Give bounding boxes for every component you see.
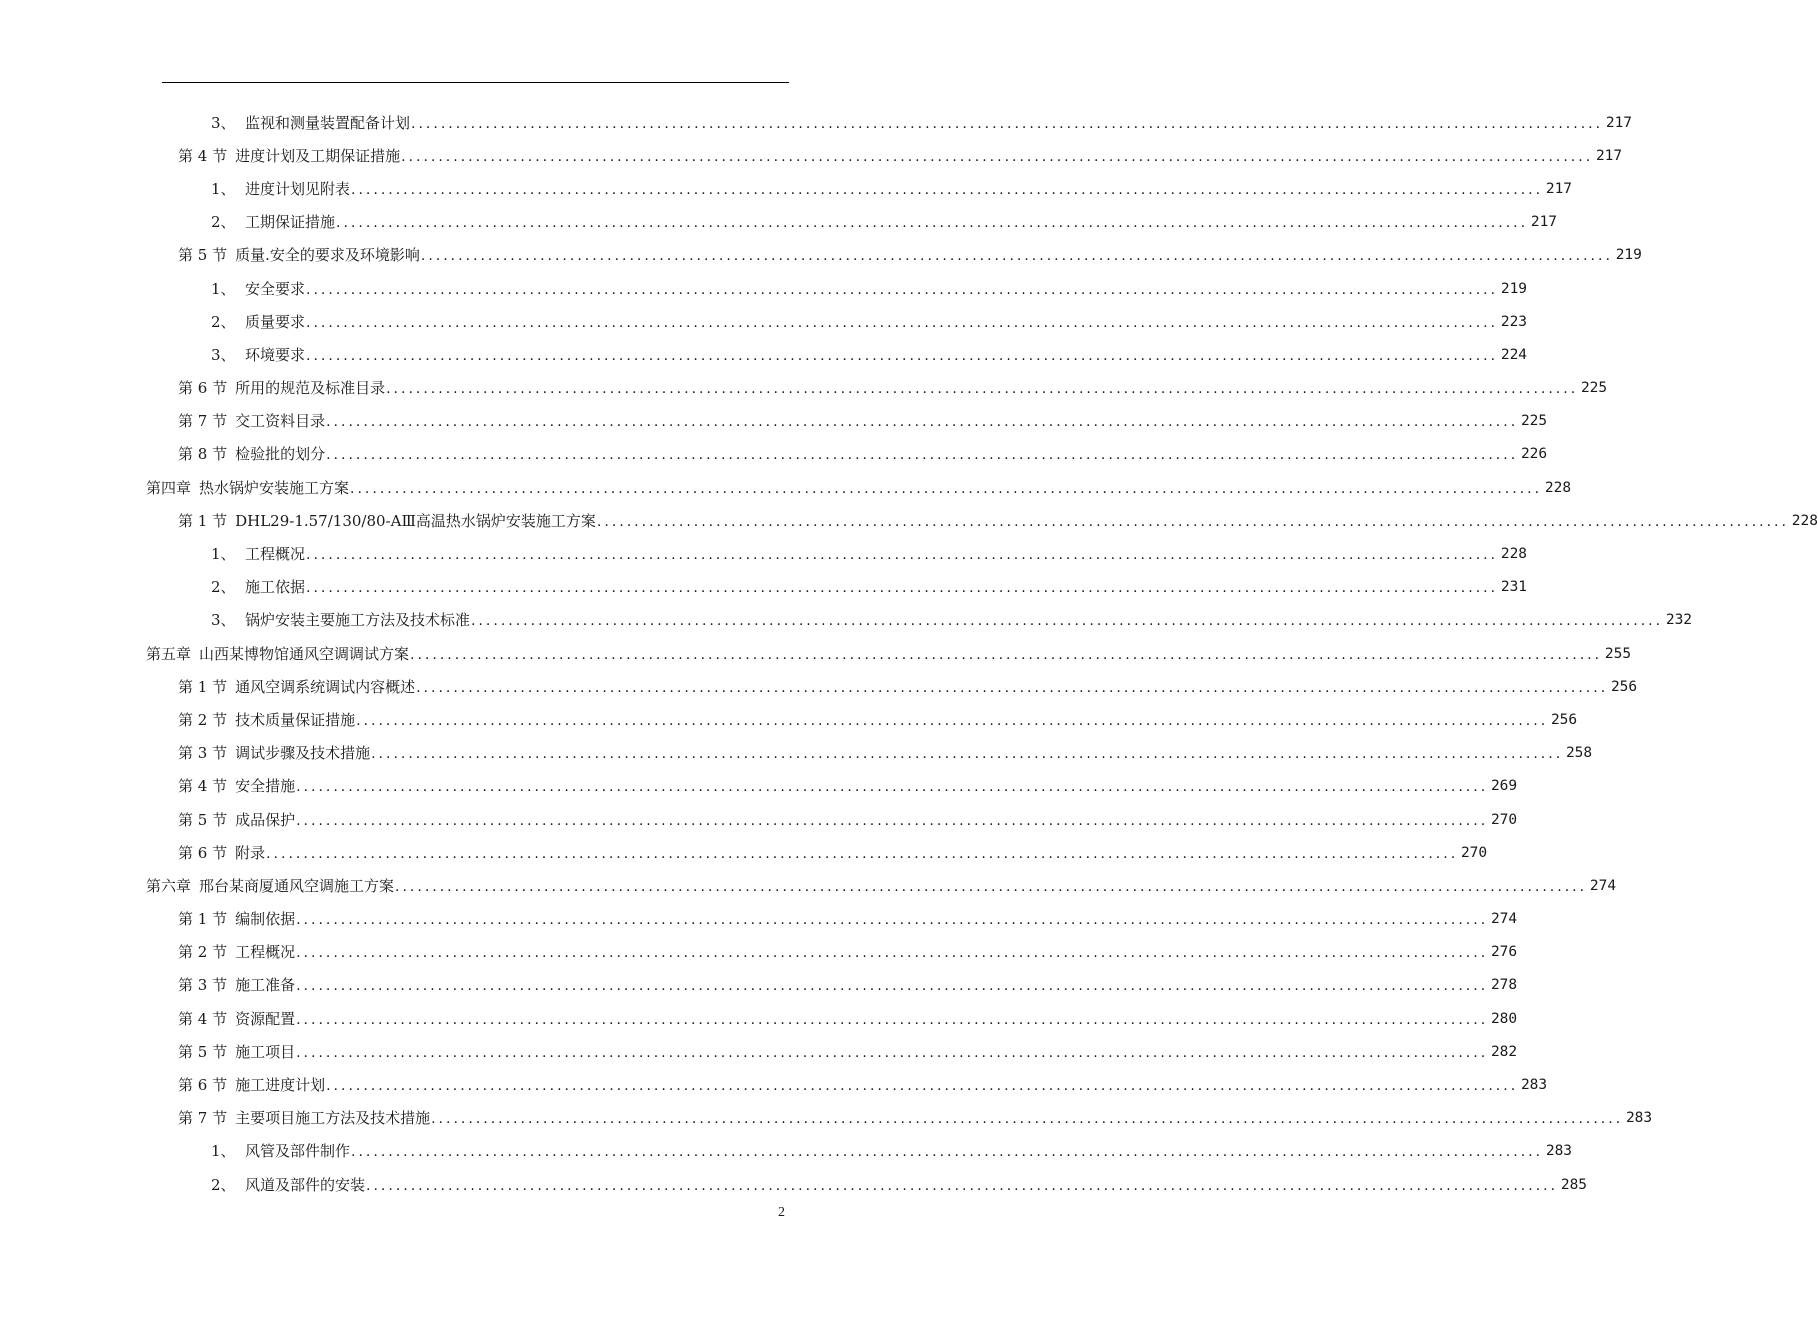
toc-entry[interactable]	[211, 604, 1693, 637]
toc-entry-page: 256	[1610, 678, 1638, 695]
toc-entry[interactable]	[178, 936, 1518, 969]
toc-entry-title: 安全措施	[235, 777, 296, 796]
toc-entry-number: 第 5 节	[178, 810, 228, 829]
toc-entry-number: 第 6 节	[178, 1076, 228, 1095]
toc-entry-title: 主要项目施工方法及技术措施	[235, 1109, 431, 1128]
toc-entry-title: 山西某博物馆通风空调调试方案	[199, 644, 410, 663]
page-number: 2	[778, 1205, 785, 1220]
toc-entry-number: 1、	[211, 1142, 236, 1161]
toc-entry-title: 锅炉安装主要施工方法及技术标准	[245, 611, 471, 630]
toc-entry-page: 231	[1500, 579, 1528, 596]
toc-entry[interactable]	[178, 1002, 1518, 1035]
toc-entry[interactable]	[178, 770, 1518, 803]
toc-entry-page: 217	[1545, 180, 1573, 197]
toc-entry-title: 邢台某商厦通风空调施工方案	[199, 876, 395, 895]
toc-entry-title: 资源配置	[235, 1009, 296, 1028]
toc-entry-page: 258	[1565, 745, 1593, 762]
toc-entry-number: 第 1 节	[178, 910, 228, 929]
toc-entry-page: 274	[1490, 911, 1518, 928]
toc-entry-page: 274	[1589, 877, 1617, 894]
toc-entry-page: 283	[1520, 1077, 1548, 1094]
toc-entry-page: 228	[1500, 546, 1528, 563]
dot-leader: ................................................................................................................................................................	[306, 580, 1499, 597]
toc-entry-number: 第六章	[146, 876, 192, 895]
toc-entry[interactable]	[178, 1102, 1653, 1135]
dot-leader: ................................................................................................................................................................	[431, 1111, 1624, 1128]
toc-entry-number: 第 6 节	[178, 379, 228, 398]
toc-entry-page: 255	[1604, 645, 1632, 662]
toc-entry-page: 280	[1490, 1010, 1518, 1027]
toc-entry-title: 施工项目	[235, 1042, 296, 1061]
toc-entry-title: 施工进度计划	[235, 1076, 326, 1095]
toc-entry-page: 228	[1791, 512, 1818, 529]
toc-entry-page: 217	[1530, 214, 1558, 231]
toc-entry[interactable]	[211, 206, 1558, 239]
toc-entry[interactable]	[178, 670, 1638, 703]
dot-leader: ................................................................................................................................................................	[296, 945, 1489, 962]
dot-leader: ................................................................................................................................................................	[371, 746, 1564, 763]
toc-entry-title: 检验批的划分	[235, 445, 326, 464]
toc-entry-page: 232	[1665, 612, 1693, 629]
toc-entry-title: 调试步骤及技术措施	[235, 744, 371, 763]
toc-entry-title: 质量要求	[245, 312, 306, 331]
toc-entry-page: 283	[1545, 1143, 1573, 1160]
toc-entry-title: 附录	[235, 843, 266, 862]
toc-entry-title: 监视和测量装置配备计划	[245, 113, 411, 132]
toc-entry-number: 2、	[211, 312, 236, 331]
toc-entry-page: 225	[1520, 413, 1548, 430]
toc-entry[interactable]	[178, 803, 1518, 836]
toc-entry[interactable]	[178, 405, 1548, 438]
toc-entry-number: 第 4 节	[178, 777, 228, 796]
toc-entry-number: 第 7 节	[178, 412, 228, 431]
toc-entry-number: 1、	[211, 279, 236, 298]
toc-entry-title: 交工资料目录	[235, 412, 326, 431]
toc-entry[interactable]	[211, 106, 1633, 139]
toc-entry-page: 270	[1490, 811, 1518, 828]
dot-leader: ................................................................................................................................................................	[351, 1144, 1544, 1161]
toc-entry[interactable]	[146, 637, 1632, 670]
dot-leader: ................................................................................................................................................................	[326, 1078, 1519, 1095]
toc-entry-number: 第 3 节	[178, 976, 228, 995]
toc-entry-page: 226	[1520, 446, 1548, 463]
dot-leader: ................................................................................................................................................................	[326, 447, 1519, 464]
dot-leader: ................................................................................................................................................................	[420, 248, 1613, 265]
toc-entry[interactable]	[178, 903, 1518, 936]
dot-leader: ................................................................................................................................................................	[351, 181, 1544, 198]
toc-entry-title: 热水锅炉安装施工方案	[199, 478, 350, 497]
toc-entry-number: 1、	[211, 545, 236, 564]
dot-leader: ................................................................................................................................................................	[336, 215, 1529, 232]
toc-entry-number: 第 2 节	[178, 943, 228, 962]
toc-entry[interactable]	[178, 139, 1623, 172]
toc-entry-number: 第 1 节	[178, 677, 228, 696]
dot-leader: ................................................................................................................................................................	[296, 978, 1489, 995]
toc-entry-page: 219	[1615, 247, 1642, 264]
toc-entry[interactable]	[211, 305, 1528, 338]
toc-entry-number: 第四章	[146, 478, 192, 497]
dot-leader: ................................................................................................................................................................	[356, 712, 1549, 729]
toc-entry[interactable]	[211, 537, 1528, 570]
toc-entry-number: 2、	[211, 578, 236, 597]
toc-entry-page: 228	[1544, 479, 1572, 496]
toc-entry-page: 256	[1550, 711, 1578, 728]
toc-entry-title: 技术质量保证措施	[235, 710, 356, 729]
toc-entry-number: 2、	[211, 213, 236, 232]
toc-entry-page: 225	[1580, 380, 1608, 397]
dot-leader: ................................................................................................................................................................	[296, 912, 1489, 929]
toc-entry-number: 第 5 节	[178, 1042, 228, 1061]
toc-entry[interactable]	[178, 239, 1642, 272]
toc-entry-page: 223	[1500, 313, 1528, 330]
dot-leader: ................................................................................................................................................................	[410, 646, 1603, 663]
dot-leader: ................................................................................................................................................................	[266, 845, 1459, 862]
toc-entry[interactable]	[178, 737, 1593, 770]
table-of-contents	[0, 106, 1818, 1201]
toc-entry-number: 1、	[211, 179, 236, 198]
toc-entry-title: 进度计划见附表	[245, 179, 351, 198]
toc-entry[interactable]	[178, 1068, 1548, 1101]
toc-entry-title: 工程概况	[245, 545, 306, 564]
toc-entry-page: 219	[1500, 280, 1528, 297]
toc-entry-title: 工期保证措施	[245, 213, 336, 232]
toc-entry-title: 风管及部件制作	[245, 1142, 351, 1161]
toc-entry-number: 第 5 节	[178, 246, 228, 265]
dot-leader: ................................................................................................................................................................	[395, 878, 1588, 895]
toc-entry-number: 第 7 节	[178, 1109, 228, 1128]
dot-leader: ................................................................................................................................................................	[296, 812, 1489, 829]
toc-entry-title: 通风空调系统调试内容概述	[235, 677, 416, 696]
toc-entry-title: 所用的规范及标准目录	[235, 379, 386, 398]
dot-leader: ................................................................................................................................................................	[366, 1177, 1559, 1194]
toc-entry-number: 第 3 节	[178, 744, 228, 763]
toc-entry[interactable]	[211, 272, 1528, 305]
toc-entry-number: 第五章	[146, 644, 192, 663]
toc-entry[interactable]	[211, 338, 1528, 371]
toc-entry-page: 282	[1490, 1043, 1518, 1060]
toc-entry[interactable]	[178, 703, 1578, 736]
toc-entry-number: 第 8 节	[178, 445, 228, 464]
toc-entry-page: 217	[1595, 147, 1623, 164]
toc-entry-title: 工程概况	[235, 943, 296, 962]
toc-entry-page: 270	[1460, 844, 1488, 861]
toc-entry-number: 2、	[211, 1175, 236, 1194]
toc-entry-number: 3、	[211, 113, 236, 132]
toc-entry-page: 285	[1560, 1176, 1588, 1193]
toc-entry-page: 276	[1490, 944, 1518, 961]
dot-leader: ................................................................................................................................................................	[471, 613, 1664, 630]
toc-entry-title: 质量.安全的要求及环境影响	[235, 246, 420, 265]
toc-entry-page: 269	[1490, 778, 1518, 795]
toc-entry[interactable]	[178, 504, 1818, 537]
dot-leader: ................................................................................................................................................................	[306, 281, 1499, 298]
toc-entry[interactable]	[178, 836, 1488, 869]
toc-entry-title: 风道及部件的安装	[245, 1175, 366, 1194]
toc-entry-title: 进度计划及工期保证措施	[235, 146, 401, 165]
toc-entry-number: 3、	[211, 611, 236, 630]
toc-entry[interactable]	[178, 372, 1608, 405]
toc-entry[interactable]	[146, 471, 1572, 504]
dot-leader: ................................................................................................................................................................	[306, 547, 1499, 564]
dot-leader: ................................................................................................................................................................	[386, 381, 1579, 398]
toc-entry-page: 278	[1490, 977, 1518, 994]
header-rule	[162, 82, 789, 83]
dot-leader: ................................................................................................................................................................	[350, 480, 1543, 497]
dot-leader: ................................................................................................................................................................	[411, 115, 1604, 132]
dot-leader: ................................................................................................................................................................	[306, 314, 1499, 331]
toc-entry-title: 编制依据	[235, 910, 296, 929]
toc-entry[interactable]	[211, 172, 1573, 205]
toc-entry[interactable]	[211, 571, 1528, 604]
toc-entry-title: 安全要求	[245, 279, 306, 298]
dot-leader: ................................................................................................................................................................	[416, 679, 1609, 696]
toc-entry-title: 施工依据	[245, 578, 306, 597]
toc-entry[interactable]	[211, 1168, 1588, 1201]
dot-leader: ................................................................................................................................................................	[296, 1011, 1489, 1028]
toc-entry-number: 第 6 节	[178, 843, 228, 862]
dot-leader: ................................................................................................................................................................	[326, 414, 1519, 431]
toc-entry-number: 第 4 节	[178, 146, 228, 165]
toc-entry[interactable]	[211, 1135, 1573, 1168]
toc-entry-number: 3、	[211, 345, 236, 364]
toc-entry[interactable]	[178, 969, 1518, 1002]
toc-entry-page: 224	[1500, 346, 1528, 363]
dot-leader: ................................................................................................................................................................	[296, 779, 1489, 796]
toc-entry-number: 第 1 节	[178, 511, 228, 530]
toc-entry[interactable]	[178, 438, 1548, 471]
toc-entry-page: 217	[1605, 114, 1633, 131]
dot-leader: ................................................................................................................................................................	[596, 513, 1789, 530]
toc-entry-title: 施工准备	[235, 976, 296, 995]
dot-leader: ................................................................................................................................................................	[306, 347, 1499, 364]
toc-entry-number: 第 4 节	[178, 1009, 228, 1028]
dot-leader: ................................................................................................................................................................	[296, 1044, 1489, 1061]
toc-entry[interactable]	[178, 1035, 1518, 1068]
toc-entry-title: 环境要求	[245, 345, 306, 364]
toc-entry-page: 283	[1625, 1110, 1653, 1127]
toc-entry-number: 第 2 节	[178, 710, 228, 729]
toc-entry-title: 成品保护	[235, 810, 296, 829]
dot-leader: ................................................................................................................................................................	[401, 148, 1594, 165]
toc-entry-title: DHL29-1.57/130/80-AⅢ高温热水锅炉安装施工方案	[235, 511, 596, 530]
toc-entry[interactable]	[146, 869, 1617, 902]
